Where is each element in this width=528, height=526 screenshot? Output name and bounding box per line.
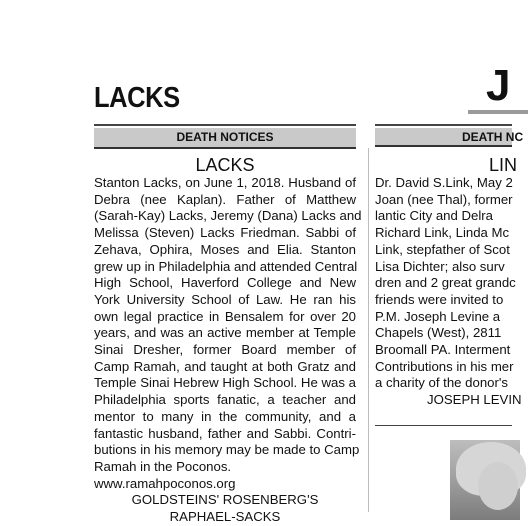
obituary-line: own legal practice in Bensalem for over 20	[94, 308, 356, 324]
portrait-photo	[450, 440, 520, 520]
notice-name-lacks: LACKS	[195, 155, 255, 175]
next-page-heading: J	[486, 61, 511, 110]
obituary-line: Sinai Dresher, former Board member of	[94, 342, 356, 358]
obituary-line: York University School of Law. He ran his	[94, 291, 356, 307]
obituary-line: fantastic husband, father and Sabbi. Contri-	[94, 425, 356, 441]
obituary-line: Stanton Lacks, on June 1, 2018. Husband of	[94, 175, 356, 190]
obituary-text-link	[375, 175, 525, 409]
obituary-line: a charity of the donor's	[375, 375, 509, 391]
obituary-line: P.M. Joseph Levine a	[375, 308, 501, 324]
page-heading: LACKS	[94, 82, 180, 114]
obituary-line: (Sarah-Kay) Lacks, Jeremy (Dana) Lacks and	[94, 208, 362, 224]
funeral-home-name: GOLDSTEINS' ROSENBERG'S	[131, 492, 319, 508]
section-label-death-notices-right: DEATH NC	[375, 128, 512, 147]
obituary-line: Link, stepfather of Scot	[375, 241, 510, 257]
photo-face	[478, 462, 518, 510]
top-rule-left	[94, 124, 356, 126]
obituary-line: grew up in Philadelphia and attended Central	[94, 258, 358, 274]
obituary-line: lantic City and Delra	[375, 208, 494, 224]
website-link[interactable]: www.ramahpoconos.org	[94, 475, 236, 491]
obituary-line: Debra (nee Kaplan). Father of Matthew	[94, 191, 356, 207]
section-label-death-notices: DEATH NOTICES	[94, 128, 356, 149]
column-divider	[368, 148, 369, 512]
obituary-line: Dr. David S.Link, May 2	[375, 175, 513, 190]
obituary-line: Joan (nee Thal), former	[375, 191, 513, 207]
funeral-home-name: JOSEPH LEVIN	[427, 392, 522, 408]
obituary-line: dren and 2 great grandc	[375, 275, 516, 291]
obituary-line: years, and was an active member at Temple	[94, 325, 356, 341]
obituary-line: Temple Sinai Hebrew High School. He was a	[94, 375, 356, 391]
obituary-line: Chapels (West), 2811	[375, 325, 502, 341]
obituary-line: Zehava, Ophira, Moses and Elia. Stanton	[94, 241, 356, 257]
top-rule-right	[375, 124, 512, 126]
obituary-line: Richard Link, Linda Mc	[375, 225, 510, 241]
obituary-line: Melissa (Steven) Lacks Friedman. Sabbi of	[94, 225, 356, 241]
obituary-line: High School, Haverford College and New	[94, 275, 356, 291]
obituary-line: Philadelphia sports fanatic, a teacher and	[94, 392, 356, 408]
obituary-text-lacks	[94, 175, 362, 526]
obituary-line: mentor to many in the community, and a	[94, 408, 356, 424]
heading-rule	[468, 110, 528, 114]
obituary-line: Camp Ramah, and taught at both Gratz and	[94, 358, 356, 374]
funeral-home-name: RAPHAEL-SACKS	[169, 509, 281, 525]
obituary-line: Contributions in his mer	[375, 358, 514, 374]
notice-separator-rule	[375, 425, 512, 426]
notice-name-link: LIN	[489, 155, 518, 175]
obituary-line: Lisa Dichter; also surv	[375, 258, 505, 274]
obituary-line: butions in his memory may be made to Camp	[94, 442, 360, 458]
obituary-line: friends were invited to	[375, 291, 504, 307]
obituary-line: Broomall PA. Interment	[375, 342, 511, 358]
obituary-line: Ramah in the Poconos.	[94, 458, 232, 474]
